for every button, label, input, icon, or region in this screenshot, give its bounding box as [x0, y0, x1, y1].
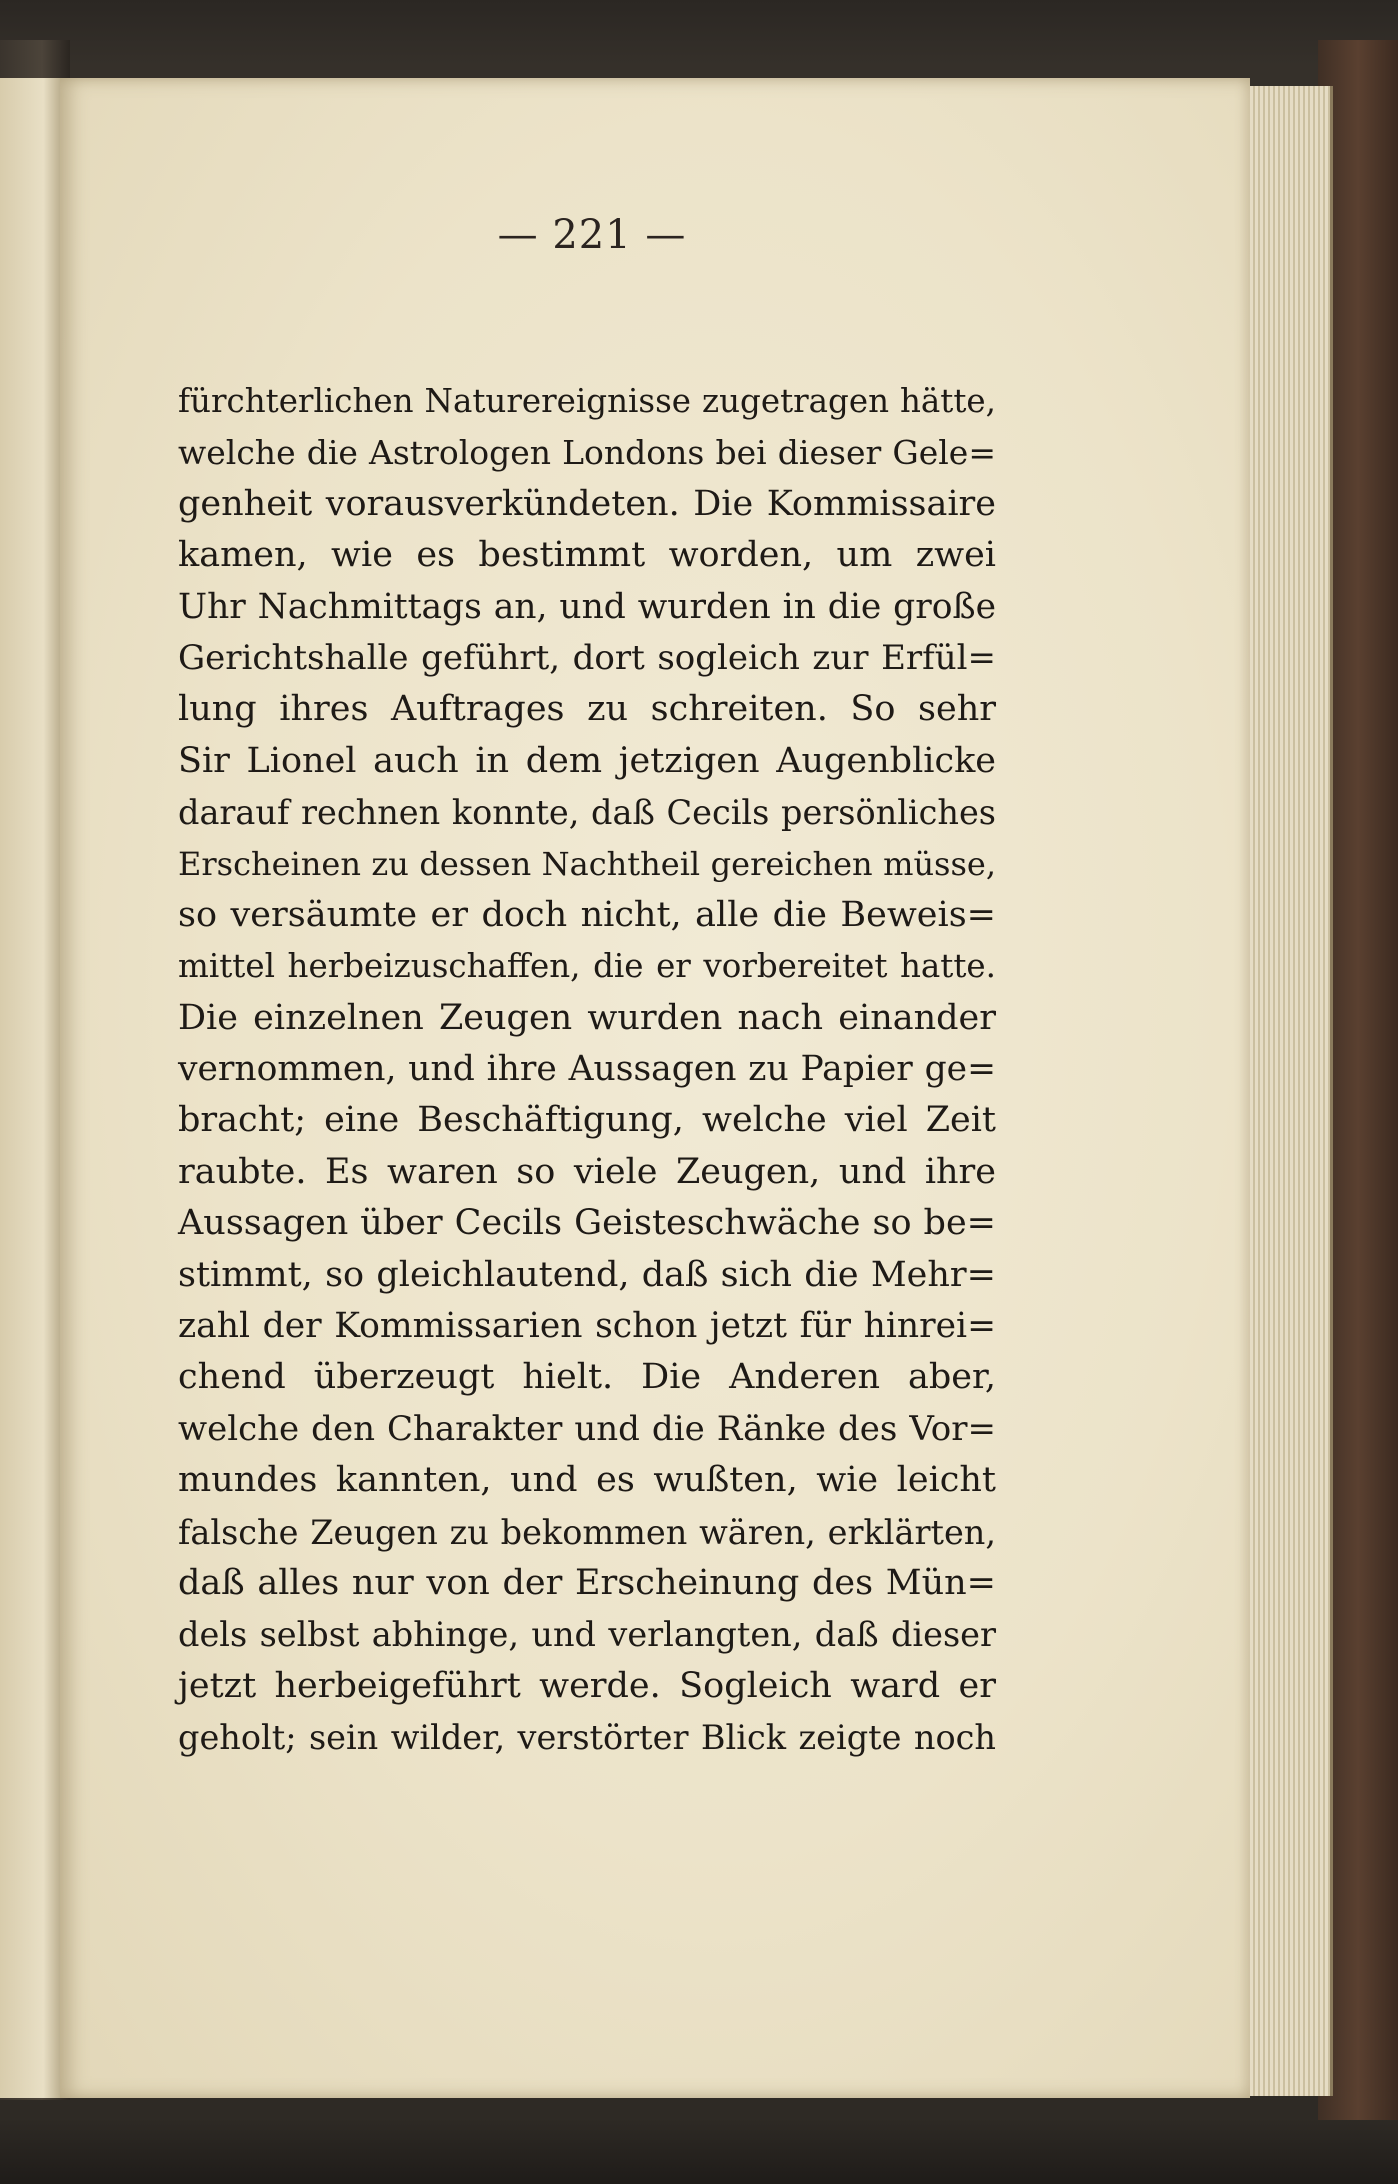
text-line: Gerichtshalle geführt, dort sogleich zur Erfül=: [178, 637, 996, 678]
text-line: raubte. Es waren so viele Zeugen, und ihre: [178, 1151, 996, 1192]
body-text: [178, 376, 996, 1764]
text-line: kamen, wie es bestimmt worden, um zwei: [178, 535, 996, 576]
text-line: stimmt, so gleichlautend, daß sich die Mehr=: [178, 1254, 996, 1295]
text-line: geholt; sein wilder, verstörter Blick zeigte noch: [178, 1718, 996, 1758]
text-line: Sir Lionel auch in dem jetzigen Augenblicke: [178, 740, 996, 781]
text-line: lung ihres Auftrages zu schreiten. So sehr: [178, 689, 996, 730]
page-number: — 221 —: [497, 212, 687, 258]
text-line: chend überzeugt hielt. Die Anderen aber,: [178, 1357, 996, 1398]
text-line: Die einzelnen Zeugen wurden nach einander: [178, 997, 996, 1038]
previous-page-edge: [0, 78, 62, 2098]
text-line: mundes kannten, und es wußten, wie leicht: [178, 1460, 996, 1501]
text-line: darauf rechnen konnte, daß Cecils persönliches: [178, 793, 996, 833]
text-line: Aussagen über Cecils Geisteschwäche so be=: [178, 1203, 996, 1244]
text-line: vernommen, und ihre Aussagen zu Papier ge=: [178, 1049, 996, 1090]
text-line: Uhr Nachmittags an, und wurden in die große: [178, 586, 996, 627]
text-line: so versäumte er doch nicht, alle die Beweis=: [178, 894, 996, 935]
text-line: jetzt herbeigeführt werde. Sogleich ward er: [178, 1665, 996, 1706]
text-line: welche den Charakter und die Ränke des Vor=: [178, 1408, 996, 1449]
text-line: zahl der Kommissarien schon jetzt für hinrei=: [178, 1306, 996, 1347]
text-line: fürchterlichen Naturereignisse zugetragen hätte,: [178, 382, 996, 420]
text-line: genheit vorausverkündeten. Die Kommissaire: [178, 483, 996, 524]
text-line: daß alles nur von der Erscheinung des Mün=: [178, 1562, 996, 1603]
text-line: dels selbst abhinge, und verlangten, daß dieser: [178, 1615, 996, 1655]
text-line: Erscheinen zu dessen Nachtheil gereichen müsse,: [178, 844, 996, 883]
page-stack-edges: [1245, 86, 1333, 2096]
text-line: mittel herbeizuschaffen, die er vorbereitet hatte.: [178, 947, 996, 986]
text-line: bracht; eine Beschäftigung, welche viel Zeit: [178, 1100, 996, 1141]
text-line: falsche Zeugen zu bekommen wären, erklärten,: [178, 1512, 996, 1552]
text-line: welche die Astrologen Londons bei dieser Gele=: [178, 433, 996, 473]
